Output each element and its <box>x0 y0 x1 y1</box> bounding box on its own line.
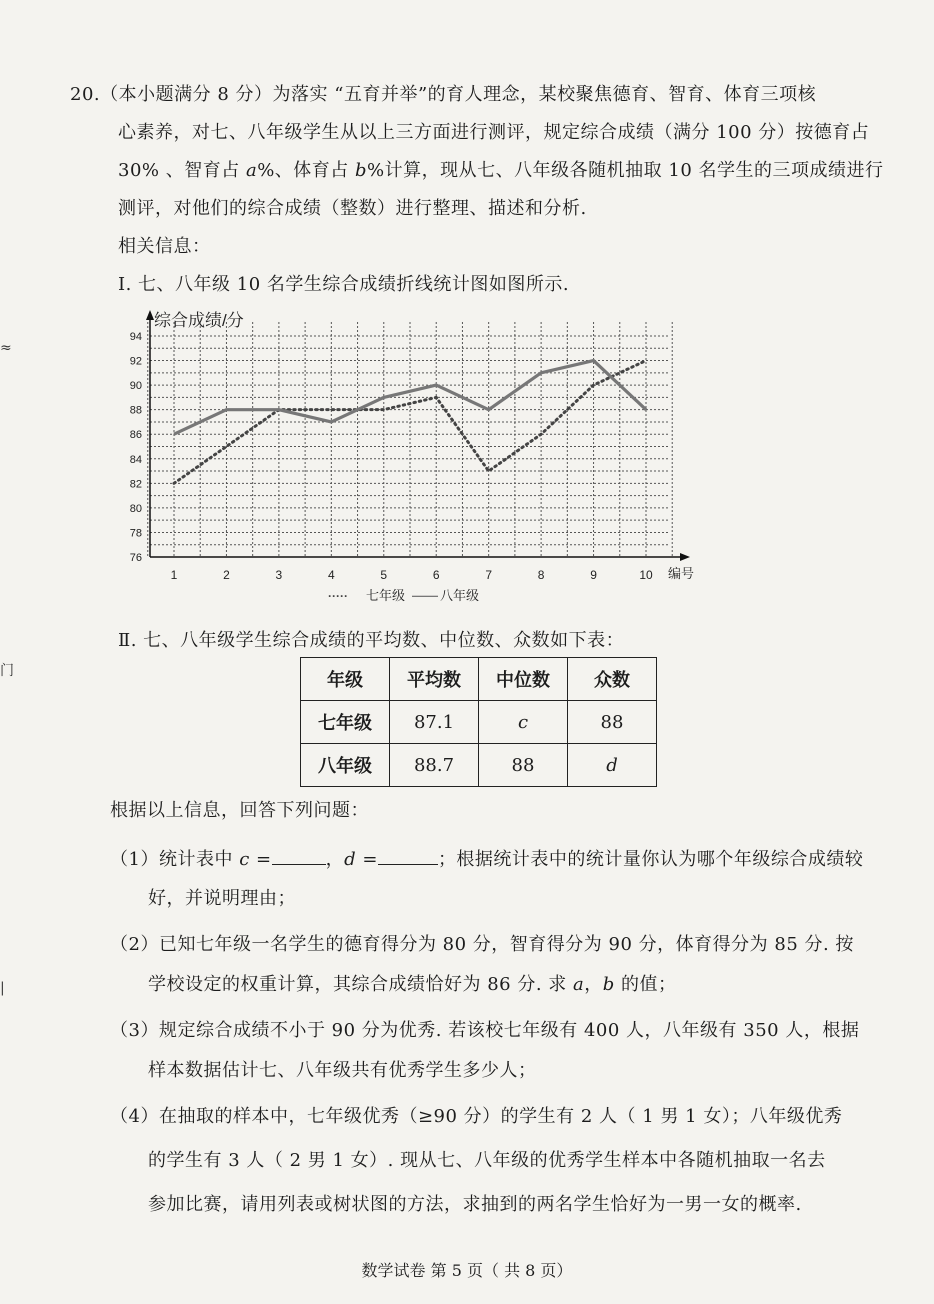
table-header: 年级 <box>301 658 390 701</box>
x-tick-label: 5 <box>380 568 388 582</box>
table-cell: 88 <box>568 701 657 744</box>
margin-mark-1: ≈ <box>0 340 12 356</box>
chart-y-ticks <box>130 331 142 564</box>
y-tick-label: 84 <box>129 453 142 466</box>
x-axis-arrow <box>680 553 690 561</box>
x-tick-label: 4 <box>327 568 335 582</box>
x-tick-label: 6 <box>432 568 440 582</box>
page-footer: 数学试卷 第 5 页（ 共 8 页） <box>361 1261 573 1280</box>
info-label: 相关信息： <box>118 236 211 257</box>
line-chart <box>118 302 708 610</box>
answer-blank-d[interactable] <box>378 846 438 865</box>
table-cell: 七年级 <box>301 701 390 744</box>
x-tick-label: 2 <box>223 568 230 582</box>
legend-label-grade8: 八年级 <box>440 588 480 603</box>
table-header: 平均数 <box>390 658 479 701</box>
chart-grid <box>146 310 690 561</box>
question-1-line-2: 好，并说明理由； <box>148 888 296 909</box>
legend-label-grade7: 七年级 <box>366 588 406 603</box>
question-4-line-3: 参加比赛，请用列表或树状图的方法，求抽到的两名学生恰好为一男一女的概率. <box>148 1194 802 1215</box>
stats-table <box>300 657 657 787</box>
legend-symbol-solid: —— <box>412 588 438 603</box>
table-cell: c <box>479 701 568 744</box>
table-cell: 88.7 <box>390 744 479 787</box>
questions-intro: 根据以上信息，回答下列问题： <box>110 800 369 821</box>
chart-x-ticks <box>171 568 653 582</box>
question-4-line-1: （4）在抽取的样本中，七年级优秀（≥90 分）的学生有 2 人（ 1 男 1 女）；八年级优秀 <box>110 1106 843 1127</box>
problem-line-4: 测评，对他们的综合成绩（整数）进行整理、描述和分析. <box>118 198 587 219</box>
table-header: 众数 <box>568 658 657 701</box>
y-tick-label: 94 <box>129 331 142 343</box>
table-cell: 八年级 <box>301 744 390 787</box>
question-2-line-2: 学校设定的权重计算，其综合成绩恰好为 86 分. 求 a，b 的值； <box>148 974 677 995</box>
table-header-row <box>301 658 657 701</box>
table-row <box>301 744 657 787</box>
problem-line-2: 心素养，对七、八年级学生从以上三方面进行测评，规定综合成绩（满分 100 分）按德育占 <box>118 122 870 143</box>
answer-blank-c[interactable] <box>272 846 326 865</box>
info-1: Ⅰ. 七、八年级 10 名学生综合成绩折线统计图如图所示. <box>118 274 570 295</box>
info-2: Ⅱ. 七、八年级学生综合成绩的平均数、中位数、众数如下表： <box>118 630 625 651</box>
question-2-line-1: （2）已知七年级一名学生的德育得分为 80 分，智育得分为 90 分，体育得分为 85 分. 按 <box>110 934 854 955</box>
x-tick-label: 10 <box>639 568 653 582</box>
y-tick-label: 82 <box>129 478 142 491</box>
y-tick-label: 90 <box>129 380 142 393</box>
table-cell: d <box>568 744 657 787</box>
y-tick-label: 76 <box>129 552 142 564</box>
x-tick-label: 8 <box>537 568 545 582</box>
y-tick-label: 88 <box>129 404 142 417</box>
question-3-line-1: （3）规定综合成绩不小于 90 分为优秀. 若该校七年级有 400 人，八年级有 350 人，根据 <box>110 1020 860 1041</box>
margin-mark-3: | <box>0 980 5 996</box>
table-row <box>301 701 657 744</box>
x-tick-label: 3 <box>275 568 283 582</box>
chart-xlabel: 编号 <box>668 566 695 581</box>
question-1-line-1: （1）统计表中 c = ，d = ；根据统计表中的统计量你认为哪个年级综合成绩较 <box>110 846 863 873</box>
margin-mark-2: 门 <box>0 663 14 679</box>
y-axis-arrow <box>146 310 154 320</box>
x-tick-label: 9 <box>590 568 597 582</box>
legend-symbol-dotted: ····· <box>328 589 348 603</box>
table-header: 中位数 <box>479 658 568 701</box>
chart-ylabel: 综合成绩/分 <box>154 311 244 330</box>
problem-line-3: 30% 、智育占 a%、体育占 b%计算，现从七、八年级各随机抽取 10 名学生的三项成绩进行 <box>118 160 884 181</box>
y-tick-label: 92 <box>129 355 142 368</box>
question-4-line-2: 的学生有 3 人（ 2 男 1 女）. 现从七、八年级的优秀学生样本中各随机抽取一名去 <box>148 1150 826 1171</box>
question-3-line-2: 样本数据估计七、八年级共有优秀学生多少人； <box>148 1060 537 1081</box>
table-cell: 87.1 <box>390 701 479 744</box>
y-tick-label: 78 <box>129 527 142 540</box>
x-tick-label: 7 <box>485 568 493 582</box>
x-tick-label: 1 <box>170 568 178 582</box>
chart-legend <box>328 588 479 603</box>
table-cell: 88 <box>479 744 568 787</box>
y-tick-label: 80 <box>129 502 142 515</box>
y-tick-label: 86 <box>129 429 142 442</box>
problem-line-1: 20.（本小题满分 8 分）为落实 “五育并举”的育人理念，某校聚焦德育、智育、体育三项核 <box>70 84 817 105</box>
